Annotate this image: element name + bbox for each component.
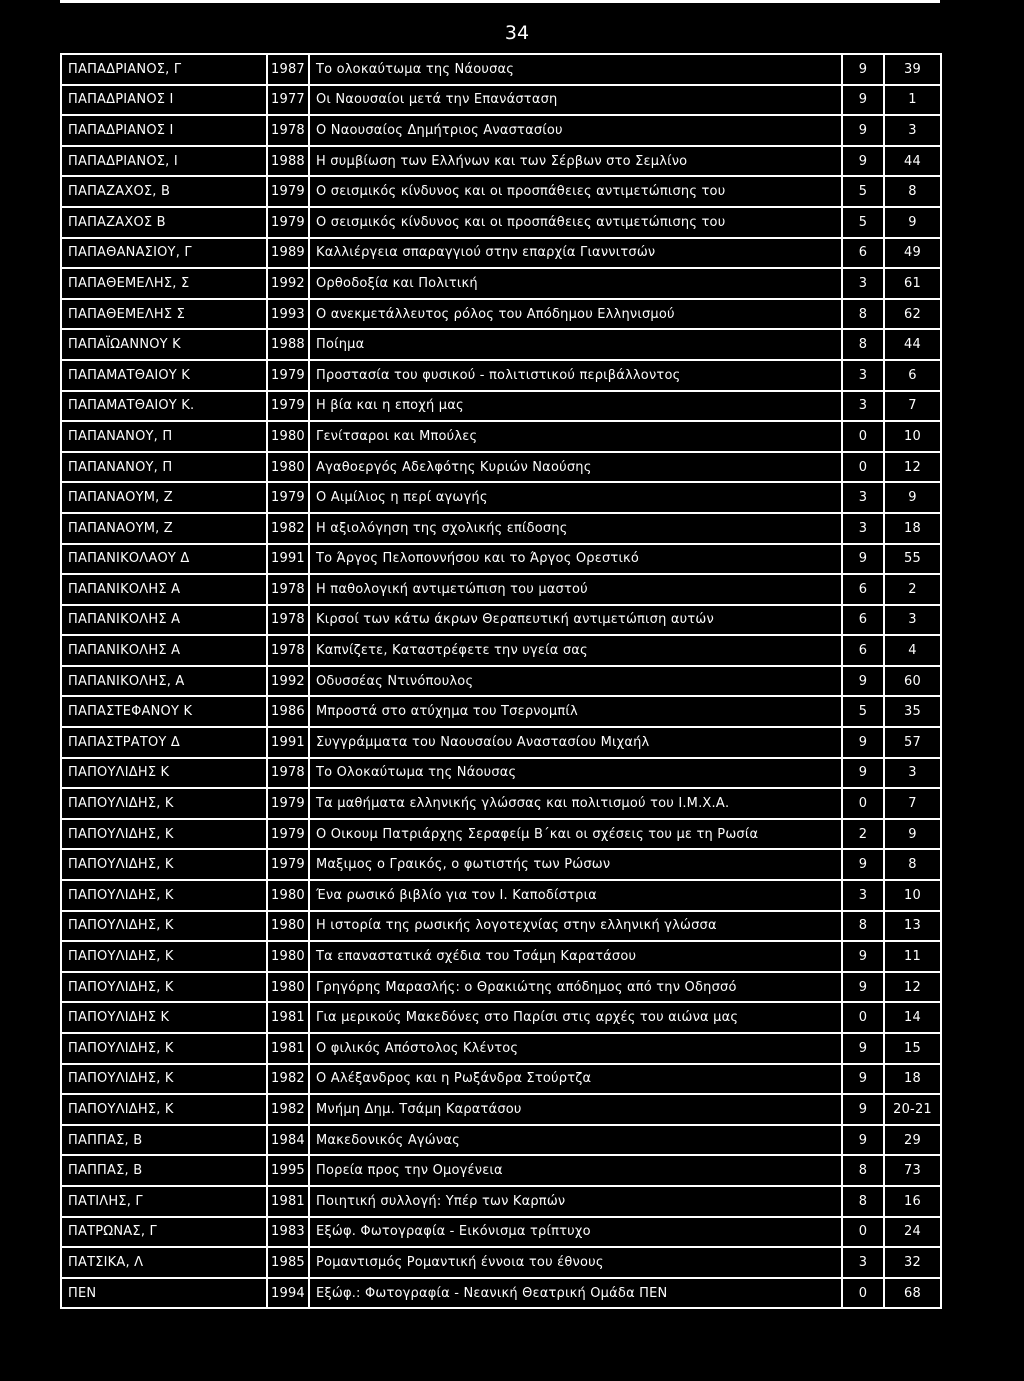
table-row — [61, 207, 941, 238]
title-cell: Ρομαντισμός Ρομαντική έννοια του έθνους — [309, 1247, 842, 1278]
issue-cell: 0 — [842, 1217, 884, 1248]
table-row — [61, 941, 941, 972]
title-cell: Ένα ρωσικό βιβλίο για τον Ι. Καποδίστρια — [309, 880, 842, 911]
table-row — [61, 758, 941, 789]
author-cell: ΠΑΠΑΘΕΜΕΛΗΣ Σ — [61, 299, 267, 330]
year-cell: 1979 — [267, 360, 309, 391]
issue-cell: 3 — [842, 880, 884, 911]
title-cell: Πορεία προς την Ομογένεια — [309, 1155, 842, 1186]
year-cell: 1991 — [267, 544, 309, 575]
issue-cell: 0 — [842, 1002, 884, 1033]
issue-cell: 8 — [842, 1186, 884, 1217]
page-cell: 15 — [884, 1033, 941, 1064]
table-row — [61, 727, 941, 758]
year-cell: 1994 — [267, 1278, 309, 1309]
author-cell: ΠΑΠΟΥΛΙΔΗΣ, Κ — [61, 941, 267, 972]
year-cell: 1980 — [267, 421, 309, 452]
table-row — [61, 176, 941, 207]
author-cell: ΠΑΠΑΖΑΧΟΣ Β — [61, 207, 267, 238]
table-row — [61, 268, 941, 299]
page-cell: 3 — [884, 115, 941, 146]
title-cell: Η συμβίωση των Ελλήνων και των Σέρβων στο Σεμλίνο — [309, 146, 842, 177]
page-cell: 44 — [884, 329, 941, 360]
issue-cell: 9 — [842, 727, 884, 758]
issue-cell: 0 — [842, 1278, 884, 1309]
page-cell: 7 — [884, 391, 941, 422]
author-cell: ΠΑΠΑΜΑΤΘΑΙΟΥ Κ. — [61, 391, 267, 422]
table-row — [61, 1186, 941, 1217]
year-cell: 1980 — [267, 452, 309, 483]
title-cell: Μαξιμος ο Γραικός, ο φωτιστής των Ρώσων — [309, 849, 842, 880]
page-cell: 49 — [884, 238, 941, 269]
year-cell: 1982 — [267, 1094, 309, 1125]
issue-cell: 9 — [842, 1033, 884, 1064]
table-row — [61, 299, 941, 330]
page-cell: 18 — [884, 513, 941, 544]
year-cell: 1993 — [267, 299, 309, 330]
issue-cell: 9 — [842, 666, 884, 697]
year-cell: 1979 — [267, 391, 309, 422]
table-row — [61, 819, 941, 850]
page-cell: 32 — [884, 1247, 941, 1278]
author-cell: ΠΑΠΑΔΡΙΑΝΟΣ Ι — [61, 85, 267, 116]
page-cell: 16 — [884, 1186, 941, 1217]
title-cell: Το ολοκαύτωμα της Νάουσας — [309, 54, 842, 85]
year-cell: 1992 — [267, 666, 309, 697]
year-cell: 1980 — [267, 972, 309, 1003]
page-cell: 35 — [884, 696, 941, 727]
title-cell: Κιρσοί των κάτω άκρων Θεραπευτική αντιμετώπιση αυτών — [309, 605, 842, 636]
title-cell: Μακεδονικός Αγώνας — [309, 1125, 842, 1156]
author-cell: ΠΑΠΟΥΛΙΔΗΣ, Κ — [61, 788, 267, 819]
page-cell: 60 — [884, 666, 941, 697]
year-cell: 1979 — [267, 819, 309, 850]
page-cell: 61 — [884, 268, 941, 299]
page-cell: 13 — [884, 911, 941, 942]
table-row — [61, 1217, 941, 1248]
page-cell: 57 — [884, 727, 941, 758]
issue-cell: 2 — [842, 819, 884, 850]
page-cell: 9 — [884, 819, 941, 850]
issue-cell: 9 — [842, 146, 884, 177]
page-cell: 11 — [884, 941, 941, 972]
author-cell: ΠΑΠΑΝΑΝΟΥ, Π — [61, 421, 267, 452]
year-cell: 1995 — [267, 1155, 309, 1186]
author-cell: ΠΑΠΠΑΣ, Β — [61, 1125, 267, 1156]
year-cell: 1979 — [267, 207, 309, 238]
page-cell: 2 — [884, 574, 941, 605]
year-cell: 1979 — [267, 849, 309, 880]
table-row — [61, 1094, 941, 1125]
title-cell: Ο Ναουσαίος Δημήτριος Αναστασίου — [309, 115, 842, 146]
author-cell: ΠΑΠΑΣΤΕΦΑΝΟΥ Κ — [61, 696, 267, 727]
table-row — [61, 85, 941, 116]
title-cell: Οι Ναουσαίοι μετά την Επανάσταση — [309, 85, 842, 116]
author-cell: ΠΑΠΟΥΛΙΔΗΣ, Κ — [61, 972, 267, 1003]
year-cell: 1982 — [267, 513, 309, 544]
title-cell: Ο φιλικός Απόστολος Κλέντος — [309, 1033, 842, 1064]
page-cell: 10 — [884, 421, 941, 452]
author-cell: ΠΑΠΟΥΛΙΔΗΣ Κ — [61, 1002, 267, 1033]
table-row — [61, 238, 941, 269]
title-cell: Τα επαναστατικά σχέδια του Τσάμη Καρατάσου — [309, 941, 842, 972]
page-cell: 29 — [884, 1125, 941, 1156]
page-cell: 12 — [884, 452, 941, 483]
year-cell: 1980 — [267, 880, 309, 911]
title-cell: Ο σεισμικός κίνδυνος και οι προσπάθειες αντιμετώπισης του — [309, 207, 842, 238]
title-cell: Το Ολοκαύτωμα της Νάουσας — [309, 758, 842, 789]
year-cell: 1988 — [267, 146, 309, 177]
author-cell: ΠΑΠΟΥΛΙΔΗΣ Κ — [61, 758, 267, 789]
year-cell: 1985 — [267, 1247, 309, 1278]
page-cell: 73 — [884, 1155, 941, 1186]
page-cell: 55 — [884, 544, 941, 575]
year-cell: 1980 — [267, 911, 309, 942]
author-cell: ΠΕΝ — [61, 1278, 267, 1309]
author-cell: ΠΑΠΑΘΑΝΑΣΙΟΥ, Γ — [61, 238, 267, 269]
table-row — [61, 972, 941, 1003]
table-row — [61, 1125, 941, 1156]
table-row — [61, 482, 941, 513]
year-cell: 1978 — [267, 635, 309, 666]
title-cell: Γενίτσαροι και Μπούλες — [309, 421, 842, 452]
issue-cell: 3 — [842, 1247, 884, 1278]
title-cell: Γρηγόρης Μαρασλής: ο Θρακιώτης απόδημος από την Οδησσό — [309, 972, 842, 1003]
issue-cell: 0 — [842, 452, 884, 483]
issue-cell: 8 — [842, 1155, 884, 1186]
title-cell: Συγγράμματα του Ναουσαίου Αναστασίου Μιχαήλ — [309, 727, 842, 758]
issue-cell: 3 — [842, 513, 884, 544]
page-cell: 20-21 — [884, 1094, 941, 1125]
author-cell: ΠΑΠΟΥΛΙΔΗΣ, Κ — [61, 1094, 267, 1125]
title-cell: Οδυσσέας Ντινόπουλος — [309, 666, 842, 697]
year-cell: 1979 — [267, 176, 309, 207]
page-cell: 62 — [884, 299, 941, 330]
author-cell: ΠΑΤΡΩΝΑΣ, Γ — [61, 1217, 267, 1248]
table-row — [61, 605, 941, 636]
year-cell: 1981 — [267, 1186, 309, 1217]
title-cell: Εξώφ.: Φωτογραφία - Νεανική Θεατρική Ομάδα ΠΕΝ — [309, 1278, 842, 1309]
table-row — [61, 788, 941, 819]
title-cell: Ο Αιμίλιος η περί αγωγής — [309, 482, 842, 513]
author-cell: ΠΑΠΑΔΡΙΑΝΟΣ Ι — [61, 115, 267, 146]
year-cell: 1989 — [267, 238, 309, 269]
table-row — [61, 115, 941, 146]
year-cell: 1991 — [267, 727, 309, 758]
year-cell: 1988 — [267, 329, 309, 360]
page-cell: 68 — [884, 1278, 941, 1309]
author-cell: ΠΑΠΑΜΑΤΘΑΙΟΥ Κ — [61, 360, 267, 391]
table-row — [61, 360, 941, 391]
table-row — [61, 146, 941, 177]
year-cell: 1979 — [267, 482, 309, 513]
title-cell: Η παθολογική αντιμετώπιση του μαστού — [309, 574, 842, 605]
issue-cell: 9 — [842, 758, 884, 789]
title-cell: Για μερικούς Μακεδόνες στο Παρίσι στις αρχές του αιώνα μας — [309, 1002, 842, 1033]
author-cell: ΠΑΠΟΥΛΙΔΗΣ, Κ — [61, 880, 267, 911]
year-cell: 1980 — [267, 941, 309, 972]
issue-cell: 9 — [842, 1064, 884, 1095]
title-cell: Μνήμη Δημ. Τσάμη Καρατάσου — [309, 1094, 842, 1125]
table-row — [61, 1278, 941, 1309]
title-cell: Η βία και η εποχή μας — [309, 391, 842, 422]
title-cell: Ποιητική συλλογή: Υπέρ των Καρπών — [309, 1186, 842, 1217]
page-cell: 18 — [884, 1064, 941, 1095]
year-cell: 1981 — [267, 1033, 309, 1064]
title-cell: Ο Αλέξανδρος και η Ρωξάνδρα Στούρτζα — [309, 1064, 842, 1095]
issue-cell: 9 — [842, 1094, 884, 1125]
title-cell: Μπροστά στο ατύχημα του Τσερνομπίλ — [309, 696, 842, 727]
issue-cell: 9 — [842, 115, 884, 146]
issue-cell: 8 — [842, 299, 884, 330]
author-cell: ΠΑΤΙΛΗΣ, Γ — [61, 1186, 267, 1217]
author-cell: ΠΑΠΟΥΛΙΔΗΣ, Κ — [61, 1033, 267, 1064]
table-row — [61, 54, 941, 85]
top-border — [60, 0, 940, 3]
issue-cell: 9 — [842, 544, 884, 575]
table-row — [61, 635, 941, 666]
table-row — [61, 421, 941, 452]
page-cell: 14 — [884, 1002, 941, 1033]
page-cell: 39 — [884, 54, 941, 85]
page-cell: 7 — [884, 788, 941, 819]
issue-cell: 5 — [842, 696, 884, 727]
author-cell: ΠΑΤΣΙΚΑ, Λ — [61, 1247, 267, 1278]
issue-cell: 6 — [842, 635, 884, 666]
page-cell: 4 — [884, 635, 941, 666]
table-row — [61, 849, 941, 880]
table-row — [61, 574, 941, 605]
issue-cell: 9 — [842, 1125, 884, 1156]
page-cell: 24 — [884, 1217, 941, 1248]
page-cell: 9 — [884, 207, 941, 238]
author-cell: ΠΑΠΑΝΙΚΟΛΗΣ Α — [61, 605, 267, 636]
table-row — [61, 513, 941, 544]
title-cell: Ο ανεκμετάλλευτος ρόλος του Απόδημου Ελληνισμού — [309, 299, 842, 330]
table-row — [61, 1155, 941, 1186]
issue-cell: 5 — [842, 176, 884, 207]
year-cell: 1978 — [267, 758, 309, 789]
page-cell: 6 — [884, 360, 941, 391]
author-cell: ΠΑΠΑΝΙΚΟΛΗΣ Α — [61, 574, 267, 605]
issue-cell: 8 — [842, 911, 884, 942]
page-number: 34 — [504, 22, 530, 44]
index-table — [60, 53, 942, 1309]
author-cell: ΠΑΠΑΖΑΧΟΣ, Β — [61, 176, 267, 207]
title-cell: Ποίημα — [309, 329, 842, 360]
issue-cell: 9 — [842, 849, 884, 880]
author-cell: ΠΑΠΟΥΛΙΔΗΣ, Κ — [61, 1064, 267, 1095]
title-cell: Καπνίζετε, Καταστρέφετε την υγεία σας — [309, 635, 842, 666]
table-row — [61, 1033, 941, 1064]
table-row — [61, 1002, 941, 1033]
author-cell: ΠΑΠΑΔΡΙΑΝΟΣ, Γ — [61, 54, 267, 85]
author-cell: ΠΑΠΑΝΑΟΥΜ, Ζ — [61, 513, 267, 544]
issue-cell: 3 — [842, 268, 884, 299]
author-cell: ΠΑΠΟΥΛΙΔΗΣ, Κ — [61, 849, 267, 880]
title-cell: Εξώφ. Φωτογραφία - Εικόνισμα τρίπτυχο — [309, 1217, 842, 1248]
author-cell: ΠΑΠΠΑΣ, Β — [61, 1155, 267, 1186]
table-row — [61, 1064, 941, 1095]
table-row — [61, 329, 941, 360]
table-row — [61, 880, 941, 911]
page-cell: 3 — [884, 605, 941, 636]
page-cell: 8 — [884, 176, 941, 207]
table-row — [61, 452, 941, 483]
author-cell: ΠΑΠΑΝΑΝΟΥ, Π — [61, 452, 267, 483]
page-cell: 8 — [884, 849, 941, 880]
year-cell: 1992 — [267, 268, 309, 299]
page-cell: 10 — [884, 880, 941, 911]
page-cell: 3 — [884, 758, 941, 789]
year-cell: 1978 — [267, 605, 309, 636]
author-cell: ΠΑΠΑΝΑΟΥΜ, Ζ — [61, 482, 267, 513]
year-cell: 1977 — [267, 85, 309, 116]
title-cell: Ορθοδοξία και Πολιτική — [309, 268, 842, 299]
table-row — [61, 911, 941, 942]
page-cell: 9 — [884, 482, 941, 513]
table-row — [61, 696, 941, 727]
title-cell: Η αξιολόγηση της σχολικής επίδοσης — [309, 513, 842, 544]
year-cell: 1987 — [267, 54, 309, 85]
author-cell: ΠΑΠΑΝΙΚΟΛΗΣ Α — [61, 635, 267, 666]
year-cell: 1978 — [267, 574, 309, 605]
year-cell: 1984 — [267, 1125, 309, 1156]
issue-cell: 6 — [842, 238, 884, 269]
title-cell: Το Άργος Πελοποννήσου και το Άργος Ορεστικό — [309, 544, 842, 575]
year-cell: 1986 — [267, 696, 309, 727]
issue-cell: 0 — [842, 788, 884, 819]
title-cell: Αγαθοεργός Αδελφότης Κυριών Ναούσης — [309, 452, 842, 483]
page-cell: 1 — [884, 85, 941, 116]
author-cell: ΠΑΠΑΝΙΚΟΛΗΣ, Α — [61, 666, 267, 697]
issue-cell: 9 — [842, 85, 884, 116]
table-row — [61, 544, 941, 575]
issue-cell: 5 — [842, 207, 884, 238]
issue-cell: 9 — [842, 941, 884, 972]
issue-cell: 3 — [842, 482, 884, 513]
author-cell: ΠΑΠΟΥΛΙΔΗΣ, Κ — [61, 819, 267, 850]
author-cell: ΠΑΠΑΔΡΙΑΝΟΣ, Ι — [61, 146, 267, 177]
issue-cell: 9 — [842, 54, 884, 85]
year-cell: 1979 — [267, 788, 309, 819]
year-cell: 1981 — [267, 1002, 309, 1033]
issue-cell: 3 — [842, 391, 884, 422]
title-cell: Τα μαθήματα ελληνικής γλώσσας και πολιτισμού του Ι.Μ.Χ.Α. — [309, 788, 842, 819]
table-row — [61, 391, 941, 422]
author-cell: ΠΑΠΟΥΛΙΔΗΣ, Κ — [61, 911, 267, 942]
issue-cell: 3 — [842, 360, 884, 391]
table-row — [61, 1247, 941, 1278]
title-cell: Ο σεισμικός κίνδυνος και οι προσπάθειες αντιμετώπισης του — [309, 176, 842, 207]
issue-cell: 6 — [842, 605, 884, 636]
author-cell: ΠΑΠΑΪΩΑΝΝΟΥ Κ — [61, 329, 267, 360]
issue-cell: 0 — [842, 421, 884, 452]
year-cell: 1982 — [267, 1064, 309, 1095]
title-cell: Η ιστορία της ρωσικής λογοτεχνίας στην ελληνική γλώσσα — [309, 911, 842, 942]
issue-cell: 9 — [842, 972, 884, 1003]
issue-cell: 6 — [842, 574, 884, 605]
author-cell: ΠΑΠΑΣΤΡΑΤΟΥ Δ — [61, 727, 267, 758]
table-row — [61, 666, 941, 697]
title-cell: Ο Οικουμ Πατριάρχης Σεραφείμ Β΄και οι σχέσεις του με τη Ρωσία — [309, 819, 842, 850]
year-cell: 1983 — [267, 1217, 309, 1248]
author-cell: ΠΑΠΑΘΕΜΕΛΗΣ, Σ — [61, 268, 267, 299]
title-cell: Προστασία του φυσικού - πολιτιστικού περιβάλλοντος — [309, 360, 842, 391]
title-cell: Καλλιέργεια σπαραγγιού στην επαρχία Γιαννιτσών — [309, 238, 842, 269]
year-cell: 1978 — [267, 115, 309, 146]
author-cell: ΠΑΠΑΝΙΚΟΛΑΟΥ Δ — [61, 544, 267, 575]
page-cell: 44 — [884, 146, 941, 177]
issue-cell: 8 — [842, 329, 884, 360]
page-cell: 12 — [884, 972, 941, 1003]
